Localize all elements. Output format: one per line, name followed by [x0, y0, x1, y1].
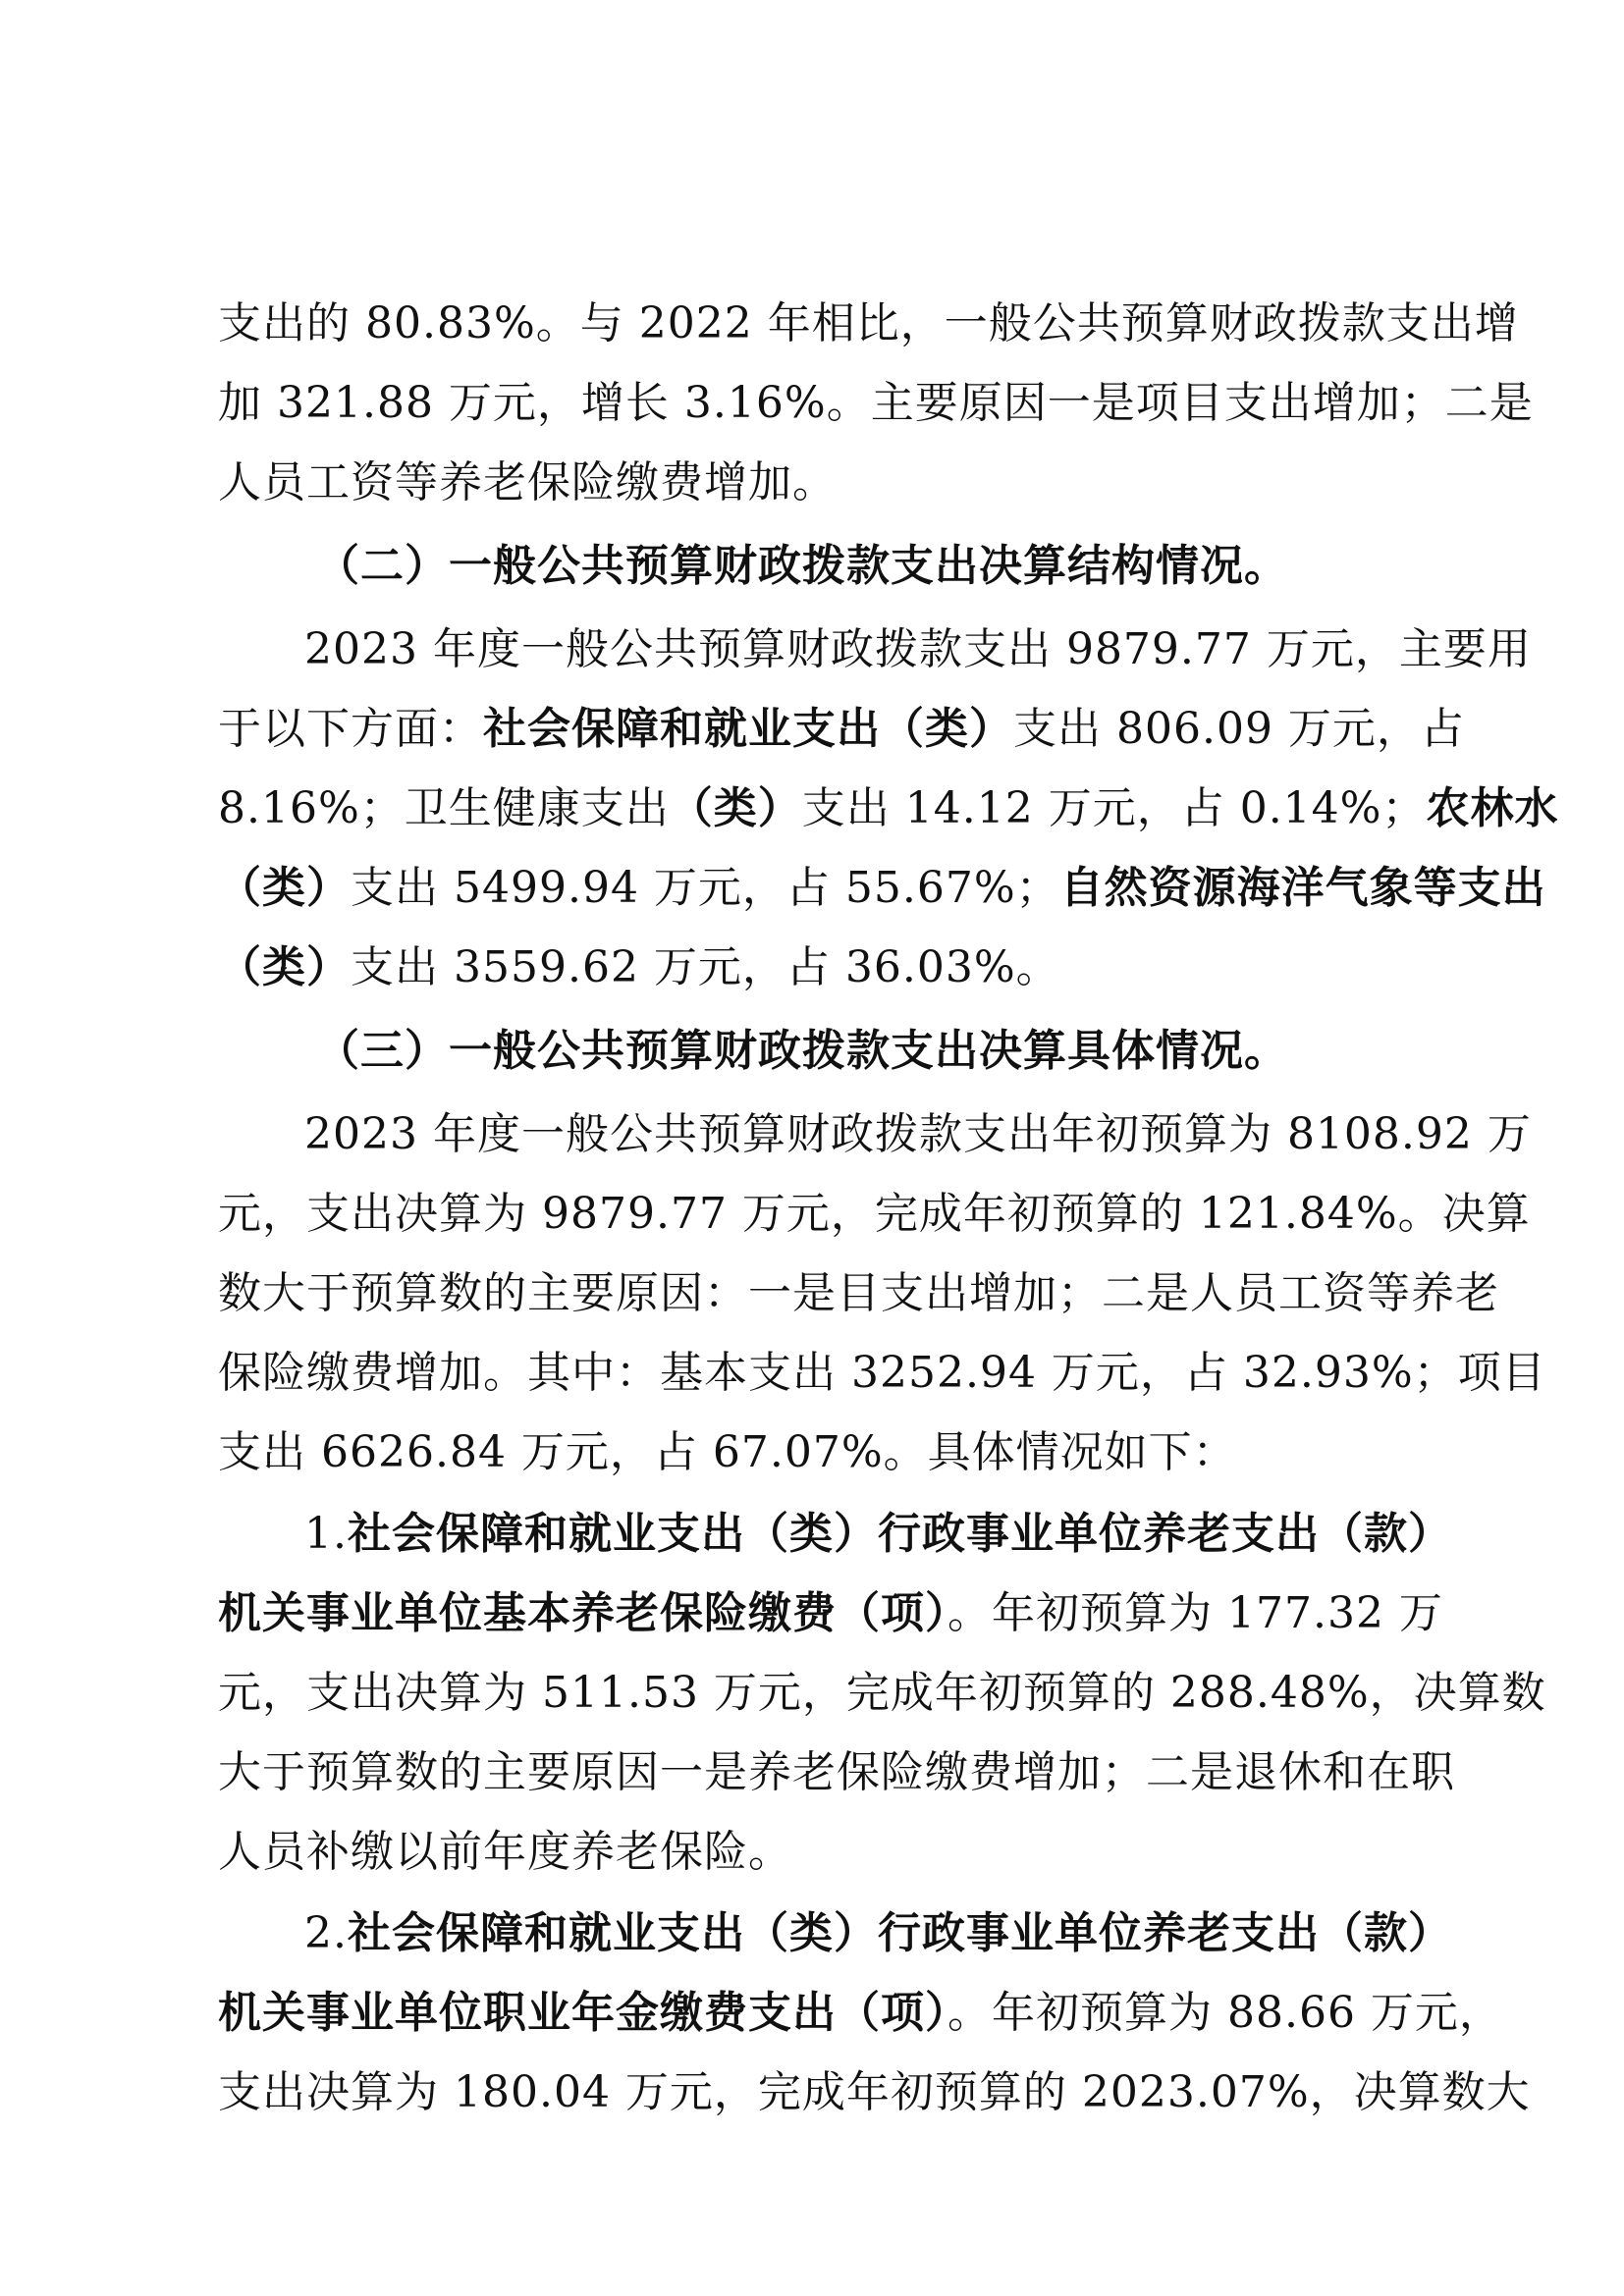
text-run: 支出 3559.62 万元，占 36.03%。: [351, 942, 1060, 992]
paragraph-line: 人员补缴以前年度养老保险。: [218, 1827, 792, 1877]
paragraph-line: 支出 6626.84 万元，占 67.07%。具体情况如下：: [218, 1427, 1237, 1477]
text-run: 于以下方面：: [218, 704, 483, 754]
paragraph-line: 元，支出决算为 9879.77 万元，完成年初预算的 121.84%。决算: [218, 1189, 1531, 1239]
paragraph-line: [218, 1904, 1452, 1963]
paragraph-line: 2023 年度一般公共预算财政拨款支出年初预算为 8108.92 万: [304, 1109, 1532, 1159]
paragraph-line: 支出的 80.83%。与 2022 年相比，一般公共预算财政拨款支出增: [218, 298, 1519, 348]
bold-run: 自然资源海洋气象等支出: [1059, 863, 1546, 913]
paragraph-line: 加 321.88 万元，增长 3.16%。主要原因一是项目支出增加；二是: [218, 378, 1534, 428]
paragraph-line: [218, 779, 1559, 838]
paragraph-line: [218, 859, 1546, 918]
paragraph-line: [218, 1984, 1503, 2043]
paragraph-line: 2023 年度一般公共预算财政拨款支出 9879.77 万元，主要用: [304, 624, 1532, 674]
list-number: 1.: [304, 1509, 348, 1559]
text-run: 支出 5499.94 万元，占 55.67%；: [351, 863, 1060, 913]
paragraph-line: 保险缴费增加。其中：基本支出 3252.94 万元，占 32.93%；项目: [218, 1348, 1546, 1398]
text-run: 。年初预算为 177.32 万: [947, 1588, 1443, 1638]
bold-run: （类）: [669, 783, 802, 833]
section-heading-2: （二）一般公共预算财政拨款支出决算结构情况。: [316, 541, 1288, 591]
bold-run: 农林水: [1426, 783, 1559, 833]
bold-run: 社会保障和就业支出（类）行政事业单位养老支出（款）: [347, 1509, 1452, 1559]
paragraph-line: 数大于预算数的主要原因：一是目支出增加；二是人员工资等养老: [218, 1268, 1499, 1318]
text-run: 8.16%；卫生健康支出: [218, 783, 670, 833]
bold-run: 机关事业单位职业年金缴费支出（项）: [218, 1988, 947, 2038]
paragraph-line: [218, 938, 1426, 997]
text-run: 。年初预算为 88.66 万元，: [947, 1988, 1503, 2038]
list-number: 2.: [304, 1908, 348, 1958]
bold-run: 机关事业单位基本养老保险缴费（项）: [218, 1588, 947, 1638]
paragraph-line: 支出决算为 180.04 万元，完成年初预算的 2023.07%，决算数大: [218, 2067, 1531, 2117]
paragraph-line: [218, 1505, 1452, 1564]
paragraph-line: [218, 1584, 1443, 1643]
paragraph-line: 人员工资等养老保险缴费增加。: [218, 457, 837, 507]
paragraph-line: 元，支出决算为 511.53 万元，完成年初预算的 288.48%，决算数: [218, 1668, 1546, 1718]
paragraph-line: 大于预算数的主要原因一是养老保险缴费增加；二是退休和在职: [218, 1747, 1455, 1797]
text-run: 支出 806.09 万元，占: [1013, 704, 1465, 754]
section-heading-3: （三）一般公共预算财政拨款支出决算具体情况。: [316, 1026, 1288, 1076]
bold-run: 社会保障和就业支出（类）: [483, 704, 1013, 754]
bold-run: 社会保障和就业支出（类）行政事业单位养老支出（款）: [347, 1908, 1452, 1958]
paragraph-line: [218, 700, 1465, 759]
text-run: 支出 14.12 万元，占 0.14%；: [801, 783, 1427, 833]
bold-run: （类）: [218, 863, 351, 913]
bold-run: （类）: [218, 942, 351, 992]
